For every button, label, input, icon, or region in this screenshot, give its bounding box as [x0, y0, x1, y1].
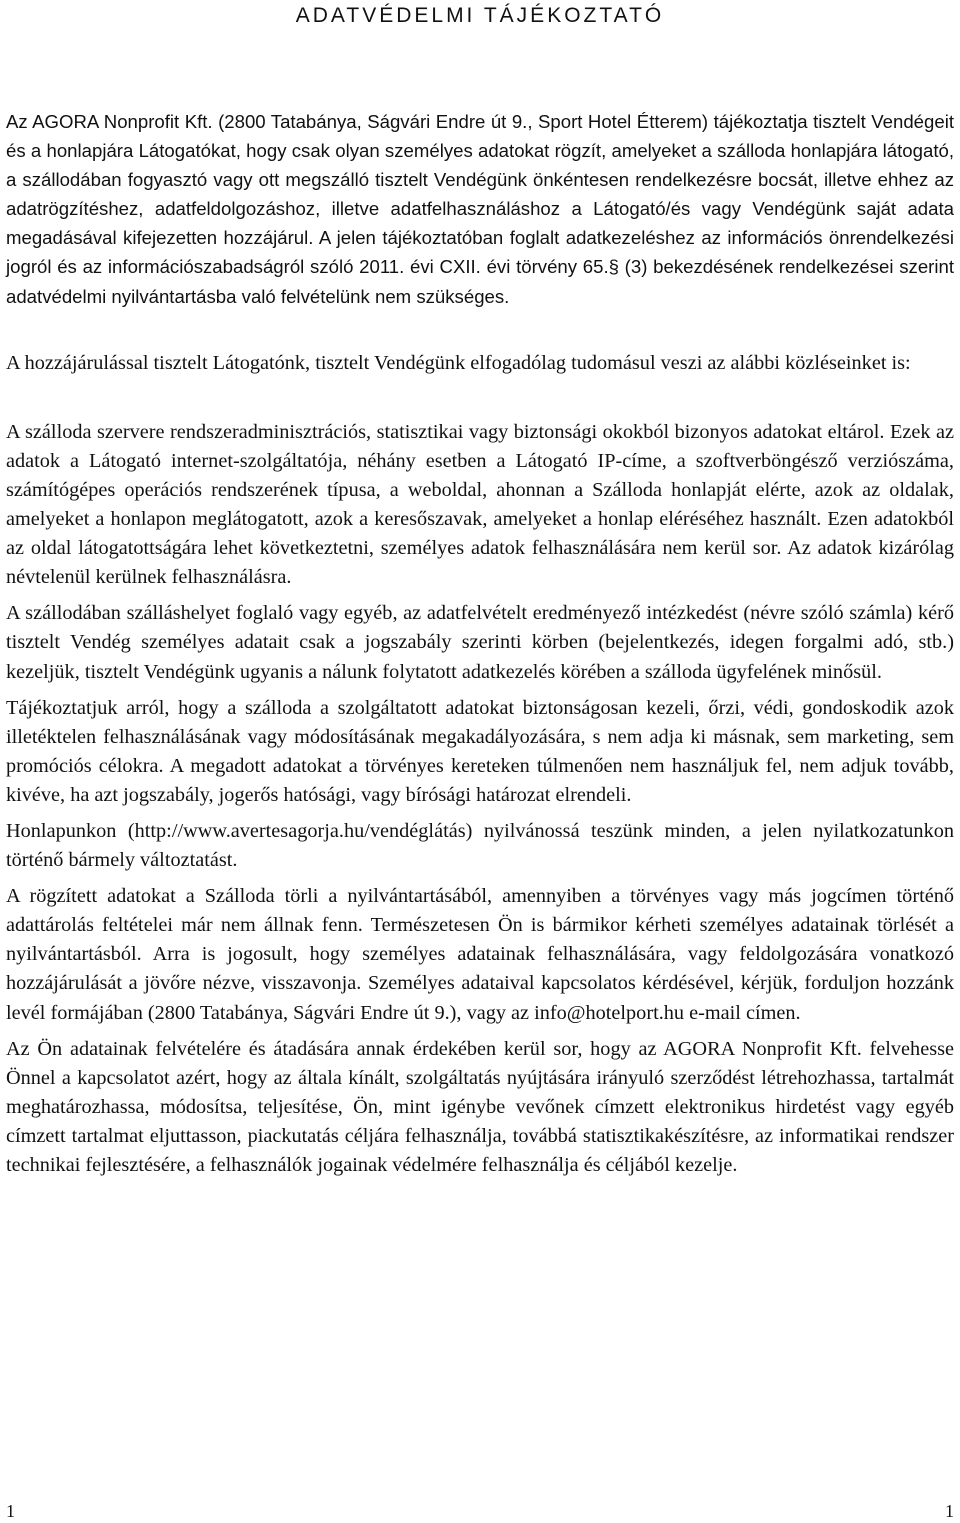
paragraph-consent: A hozzájárulással tisztelt Látogatónk, tisztelt Vendégünk elfogadólag tudomásul veszi az alábbi közléseinket is: — [6, 351, 911, 374]
document-title: ADATVÉDELMI TÁJÉKOZTATÓ — [295, 4, 665, 27]
paragraph-purpose: Az Ön adatainak felvételére és átadására annak érdekében kerül sor, hogy az AGORA Nonprofit Kft. felvehesse Önnel a kapcsolatot azért, hogy az általa kínált, szolgáltatás nyújtására irányuló szerződést létrehozhassa, tartalmát meghatározhassa, módosítsa, teljesítése, Ön, mint igénybe vevőnek címzett elektronikus hirdetést vagy egyéb címzett tartalmat eljuttasson, piackutatás céljára felhasználja, továbbá statisztikakészítésre, az informatikai rendszer technikai fejlesztésére, a felhasználók jogainak védelmére felhasználja és céljából kezelje. — [6, 1037, 954, 1176]
paragraph-website-changes: Honlapunkon (http://www.avertesagorja.hu/vendéglátás) nyilvánossá teszünk minden, a jelen nyilatkozatunkon történő bármely változtatást. — [6, 819, 954, 872]
document-body — [6, 107, 954, 1187]
paragraph-deletion: A rögzített adatokat a Szálloda törli a nyilvántartásából, amennyiben a törvényes vagy más jogcímen történő adattárolás feltételei már nem állnak fenn. Természetesen Ön is bármikor kérheti személyes adatainak törlését a nyilvántartásból. Arra is jogosult, hogy személyes adatainak felhasználására, vagy feldolgozására vonatkozó hozzájárulását a jövőre nézve, visszavonja. Személyes adataival kapcsolatos kérdésével, kérjük, forduljon hozzánk levél formájában (2800 Tatabánya, Ságvári Endre út 9.), vagy az info@hotelport.hu e-mail címen. — [6, 885, 954, 1024]
paragraph-intro: Az AGORA Nonprofit Kft. (2800 Tatabánya, Ságvári Endre út 9., Sport Hotel Étterem) tájékoztatja tisztelt Vendégeit és a honlapjára Látogatókat, hogy csak olyan személyes adatokat rögzít, amelyeket a szálloda honlapjára látogató, a szállodában fogyasztó vagy ott megszálló tisztelt Vendégünk önkéntesen rendelkezésre bocsát, illetve ehhez az adatrögzítéshez, adatfeldolgozáshoz, illetve adatfelhasználáshoz a Látogató/és vagy Vendégünk saját adata megadásával kifejezetten hozzájárul. A jelen tájékoztatóban foglalt adatkezeléshez az információs önrendelkezési jogról és az információszabadságról szóló 2011. évi CXII. évi törvény 65.§ (3) bekezdésének rendelkezései szerint adatvédelmi nyilvántartásba való felvételünk nem szükséges. — [6, 111, 954, 307]
paragraph-server-data: A szálloda szervere rendszeradminisztrációs, statisztikai vagy biztonsági okokból bizonyos adatokat eltárol. Ezek az adatok a Látogató internet-szolgáltatója, néhány esetben a Látogató IP-címe, a szoftverböngésző verziószáma, számítógépes operációs rendszerének típusa, a weboldal, ahonnan a Szálloda honlapját elérte, azok az oldalak, amelyeket a honlapon meglátogatott, azok a keresőszavak, amelyeket a honlap eléréséhez használt. Ezen adatokból az oldal látogatottságára lehet következtetni, személyes adatok felhasználására nem kerül sor. Az adatok kizárólag névtelenül kerülnek felhasználásra. — [6, 420, 954, 589]
paragraph-security: Tájékoztatjuk arról, hogy a szálloda a szolgáltatott adatokat biztonságosan kezeli, őrzi, védi, gondoskodik azok illetéktelen felhasználásának vagy módosításának megakadályozására, s nem adja ki másnak, sem marketing, sem promóciós célokra. A megadott adatokat a törvényes kereteken túlmenően nem használjuk fel, nem adjuk tovább, kivéve, ha azt jogszabály, jogerős hatósági, vagy bírósági határozat elrendeli. — [6, 696, 954, 806]
paragraph-booking-data: A szállodában szálláshelyet foglaló vagy egyéb, az adatfelvételt eredményező intézkedést (névre szóló számla) kérő tisztelt Vendég személyes adatait csak a jogszabály szerinti körben (bejelentkezés, idegen forgalmi adó, stb.) kezeljük, tisztelt Vendégünk ugyanis a nálunk folytatott adatkezelés körében a szálloda ügyfelének minősül. — [6, 602, 954, 683]
page-number-left: 1 — [6, 1501, 15, 1521]
document-page — [6, 0, 954, 1523]
page-number-right: 1 — [945, 1501, 954, 1521]
